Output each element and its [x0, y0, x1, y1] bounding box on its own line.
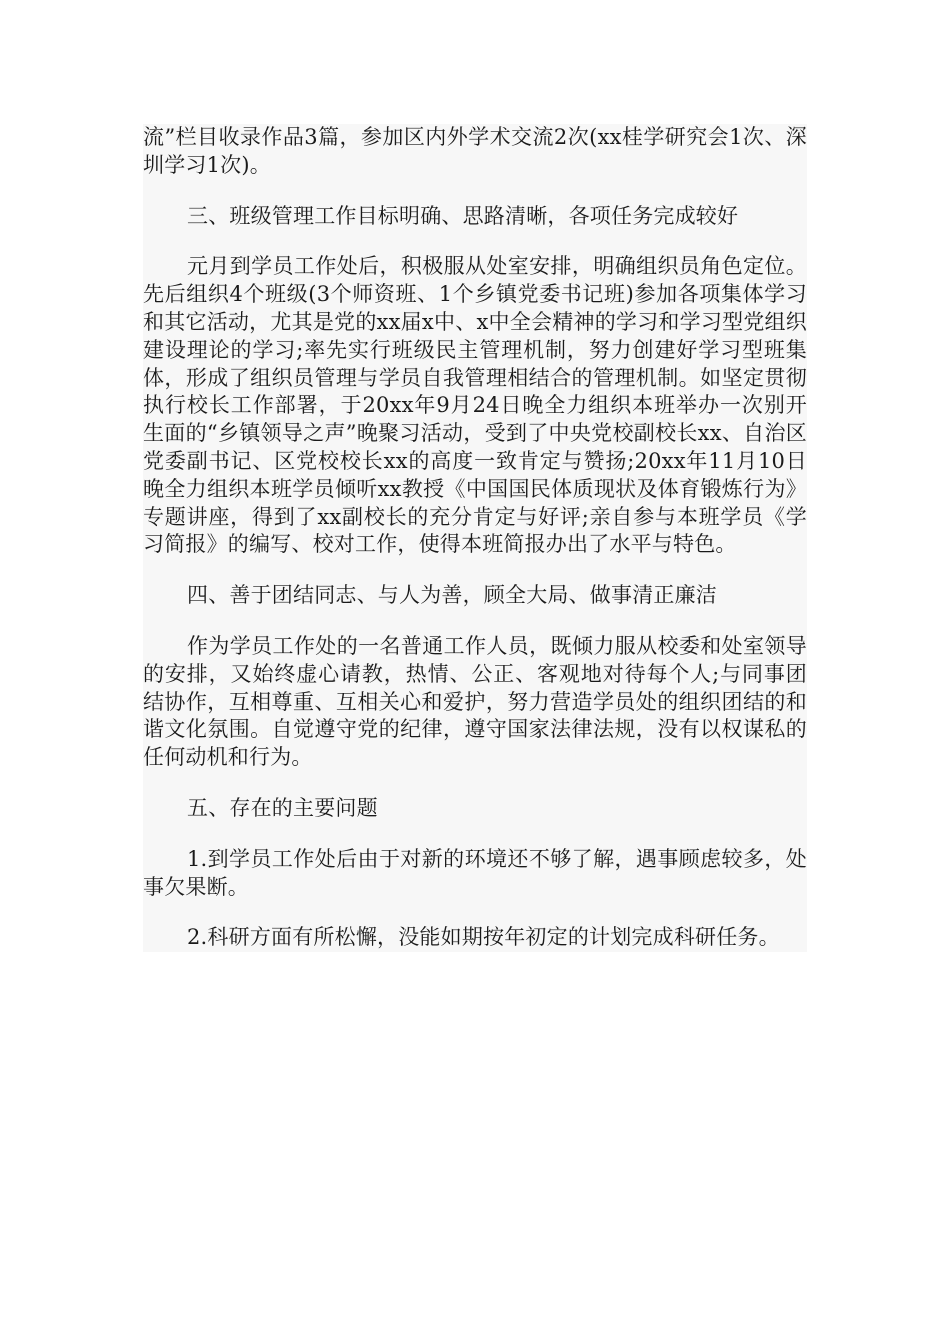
section-heading-class-management: 三、班级管理工作目标明确、思路清晰，各项任务完成较好 [187, 203, 739, 228]
section-heading-problems: 五、存在的主要问题 [187, 795, 378, 820]
document-body [143, 124, 807, 952]
problem-item-2: 2.科研方面有所松懈，没能如期按年初定的计划完成科研任务。 [187, 925, 780, 950]
section-heading-unity: 四、善于团结同志、与人为善，顾全大局、做事清正廉洁 [187, 583, 717, 608]
paragraph-class-management: 元月到学员工作处后，积极服从处室安排，明确组织员角色定位。先后组织4个班级(3个师资班、1个乡镇党委书记班)参加各项集体学习和其它活动，尤其是党的xx届x中、x中全会精神的学习和学习型党组织建设理论的学习;率先实行班级民主管理机制，努力创建好学习型班集体，形成了组织员管理与学员自我管理相结合的管理机制。如坚定贯彻执行校长工作部署，于20xx年9月24日晚全力组织本班举办一次别开生面的“乡镇领导之声”晚聚习活动，受到了中央党校副校长xx、自治区党委副书记、区党校校长xx的高度一致肯定与赞扬;20xx年11月10日晚全力组织本班学员倾听xx教授《中国国民体质现状及体育锻炼行为》专题讲座，得到了xx副校长的充分肯定与好评;亲自参与本班学员《学习简报》的编写、校对工作，使得本班简报办出了水平与特色。 [143, 254, 807, 557]
paragraph-unity: 作为学员工作处的一名普通工作人员，既倾力服从校委和处室领导的安排，又始终虚心请教，热情、公正、客观地对待每个人;与同事团结协作，互相尊重、互相关心和爱护，努力营造学员处的组织团结的和谐文化氛围。自觉遵守党的纪律，遵守国家法律法规，没有以权谋私的任何动机和行为。 [143, 633, 807, 770]
problem-item-1: 1.到学员工作处后由于对新的环境还不够了解，遇事顾虑较多，处事欠果断。 [143, 846, 807, 899]
paragraph-continuation: 流”栏目收录作品3篇，参加区内外学术交流2次(xx桂学研究会1次、深圳学习1次)。 [143, 125, 807, 177]
